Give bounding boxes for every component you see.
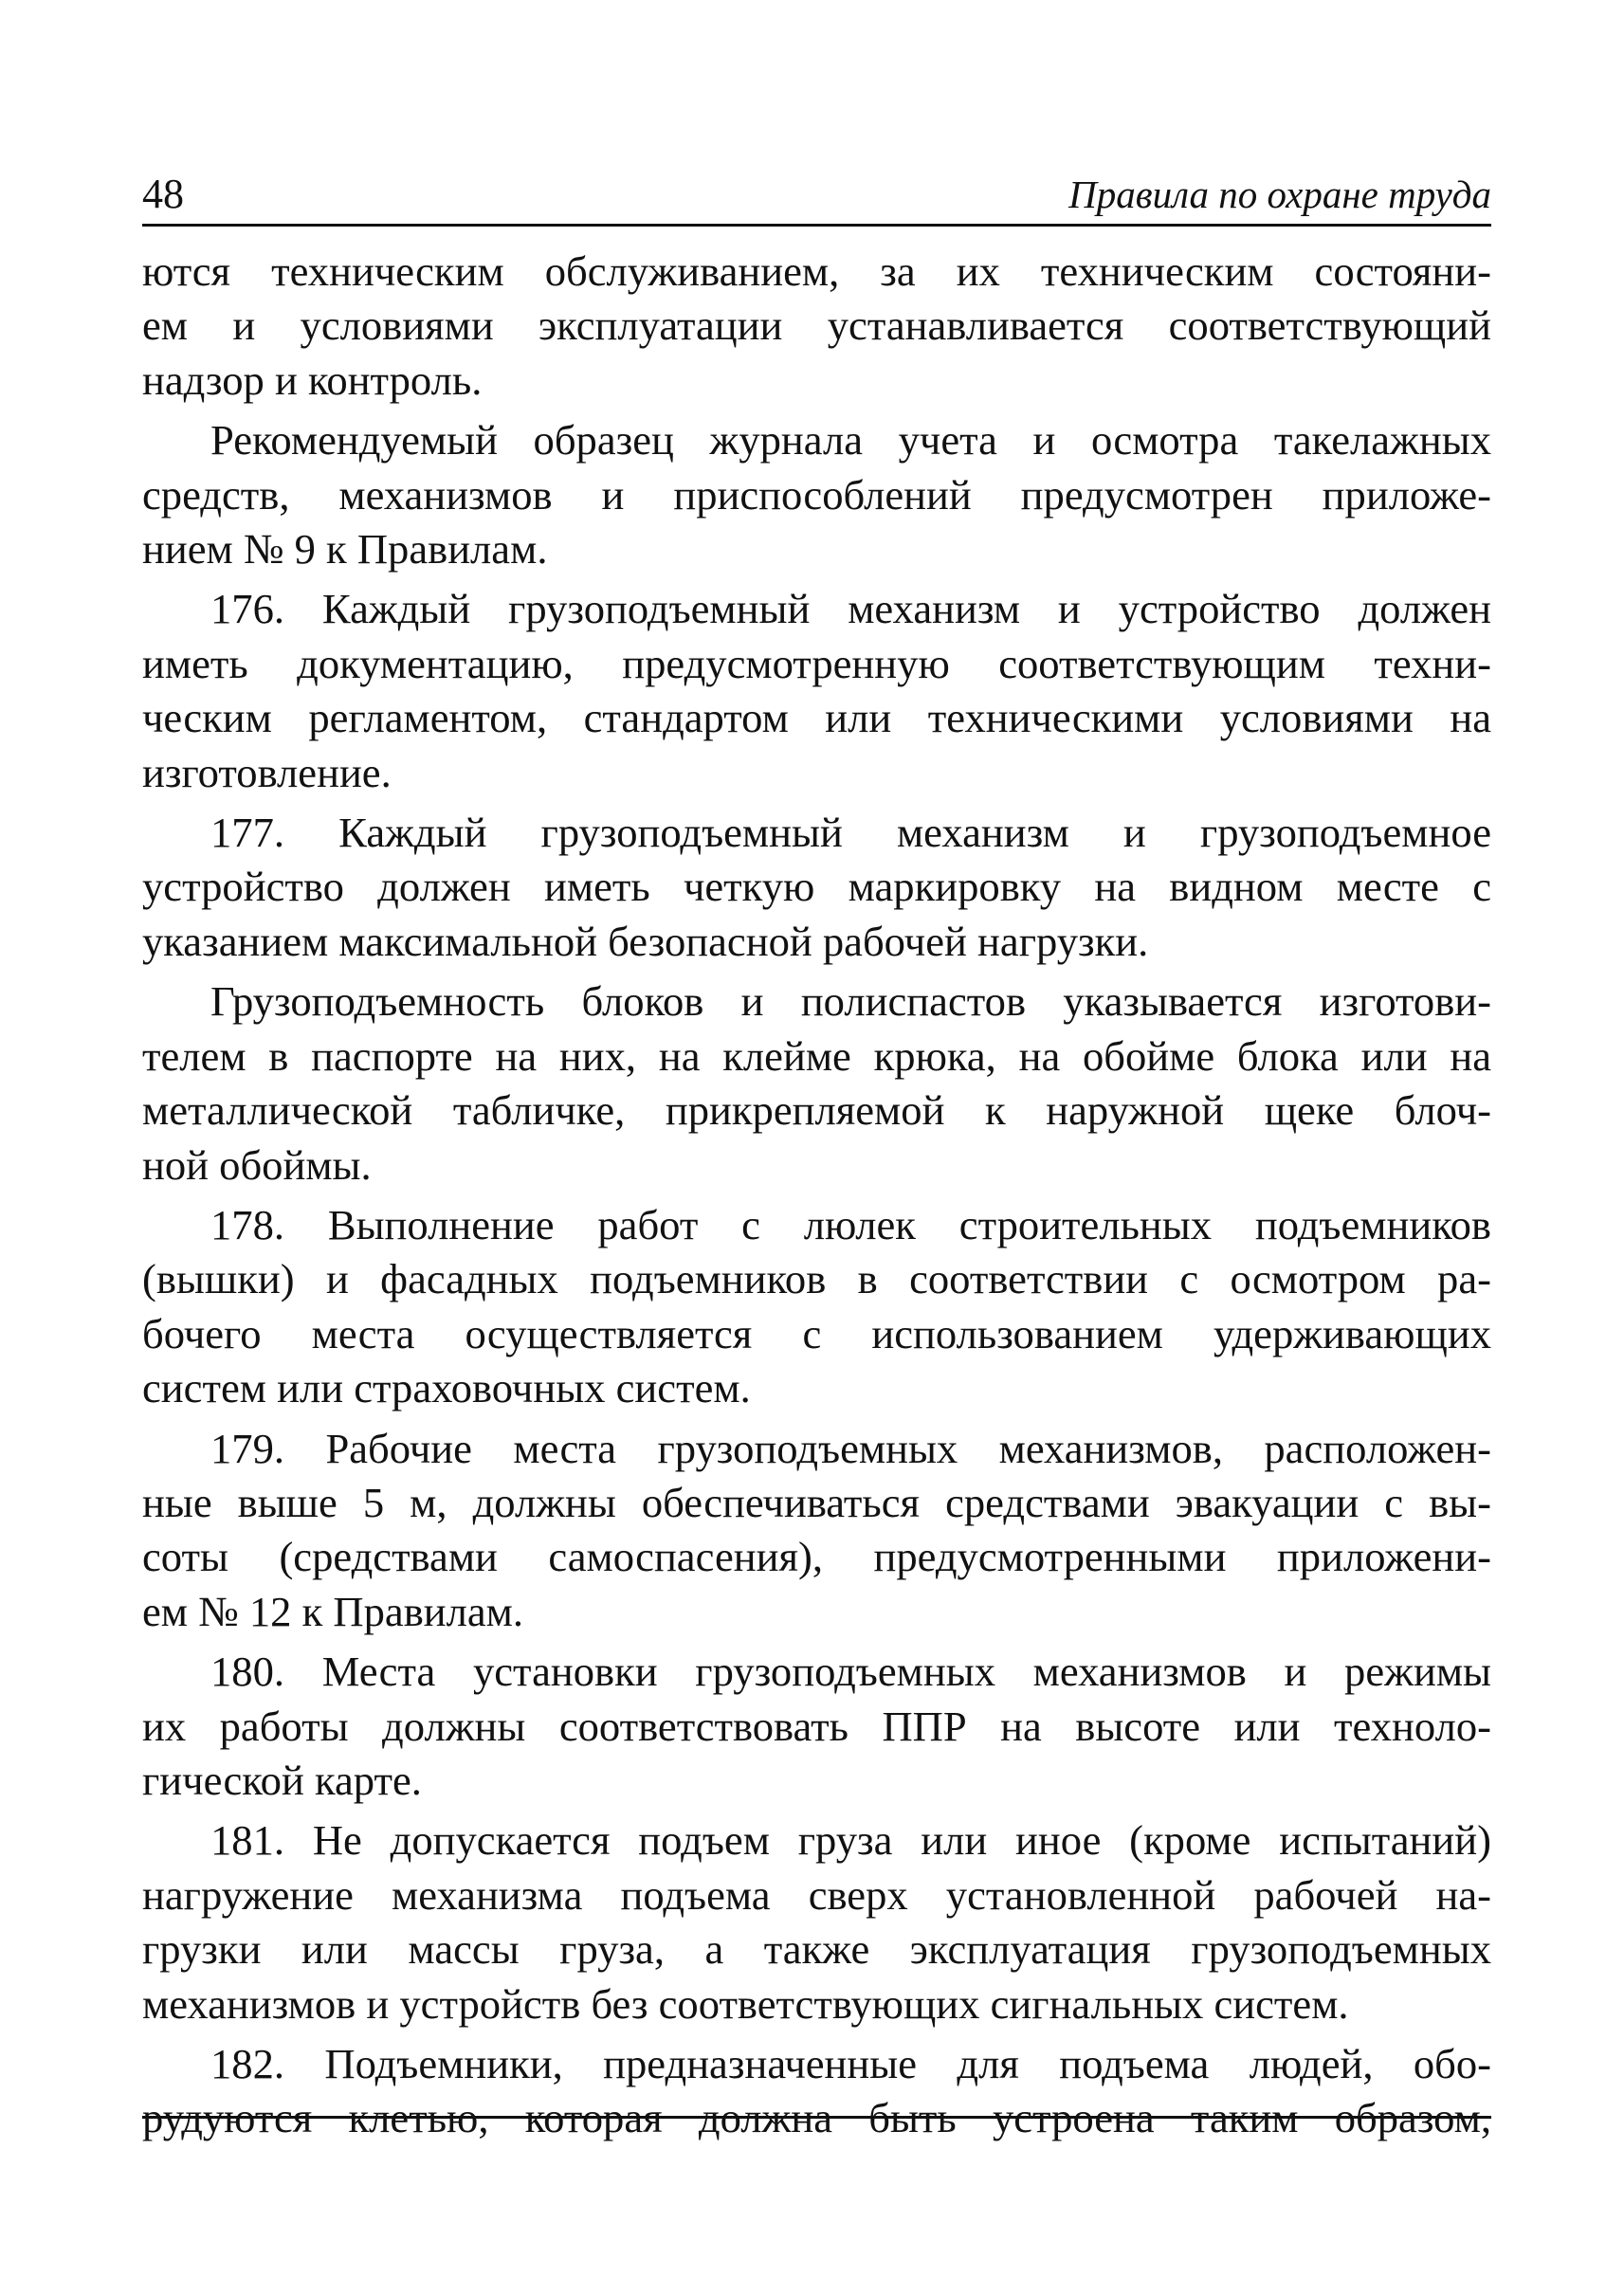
text-line: ем и условиями эксплуатации устанавливается соответствующий [142,301,1491,350]
paragraph [142,582,1491,800]
text-line: 177. Каждый грузоподъемный механизм и грузоподъемное [210,809,1491,857]
text-line: систем или страховочных систем. [142,1364,751,1412]
text-line: ные выше 5 м, должны обеспечиваться средствами эвакуации с вы- [142,1478,1491,1526]
text-line: иметь документацию, предусмотренную соответствующим техни- [142,639,1491,687]
text-line: механизмов и устройств без соответствующих сигнальных систем. [142,1979,1349,2028]
text-line: рудуются клетью, которая должна быть устроена таким образом, [142,2094,1491,2142]
text-line: грузки или массы груза, а также эксплуатация грузоподъемных [142,1925,1491,1974]
text-line: телем в паспорте на них, на клейме крюка, на обойме блока или на [142,1031,1491,1080]
text-line: 182. Подъемники, предназначенные для подъема людей, обо- [210,2040,1491,2087]
running-title: Правила по охране труда [1068,173,1491,216]
paragraph [142,806,1491,969]
text-line: ем № 12 к Правилам. [142,1587,524,1635]
text-line: устройство должен иметь четкую маркировку на видном месте с [142,863,1491,911]
page-number: 48 [142,171,184,217]
paragraph [142,1422,1491,1640]
paragraph [142,1645,1491,1808]
body-text [142,245,1491,2152]
paragraph [142,413,1491,576]
text-line: соты (средствами самоспасения), предусмотренными приложени- [142,1533,1491,1581]
text-line: 176. Каждый грузоподъемный механизм и устройство должен [210,585,1491,633]
text-line: надзор и контроль. [142,355,483,404]
paragraph [142,245,1491,408]
text-line: 178. Выполнение работ с люлек строительных подъемников [210,1200,1491,1248]
paragraph [142,974,1491,1193]
text-line: Рекомендуемый образец журнала учета и осмотра такелажных [210,416,1491,464]
text-line: гической карте. [142,1756,422,1804]
text-line: 179. Рабочие места грузоподъемных механизмов, расположен- [210,1424,1491,1472]
text-line: 181. Не допускается подъем груза или иное (кроме испытаний) [210,1816,1491,1865]
text-line: металлической табличке, прикрепляемой к наружной щеке блоч- [142,1086,1491,1135]
page-header [142,163,1491,227]
text-line: нагружение механизма подъема сверх установленной рабочей на- [142,1870,1491,1919]
text-line: их работы должны соответствовать ППР на высоте или техноло- [142,1702,1491,1750]
paragraph [142,2037,1491,2146]
text-line: изготовление. [142,748,392,796]
text-line: ной обоймы. [142,1140,372,1189]
paragraph [142,1198,1491,1416]
text-line: (вышки) и фасадных подъемников в соответствии с осмотром ра- [142,1255,1491,1303]
text-line: указанием максимальной безопасной рабочей нагрузки. [142,917,1149,965]
footer-rule [142,2116,1491,2119]
text-line: Грузоподъемность блоков и полиспастов указывается изготови- [210,977,1491,1026]
text-line: ются техническим обслуживанием, за их техническим состояни- [142,247,1491,295]
paragraph [142,1813,1491,2031]
text-line: 180. Места установки грузоподъемных механизмов и режимы [210,1648,1491,1696]
text-line: средств, механизмов и приспособлений предусмотрен приложе- [142,470,1491,519]
text-line: бочего места осуществляется с использованием удерживающих [142,1309,1491,1357]
text-line: ческим регламентом, стандартом или техническими условиями на [142,694,1491,742]
text-line: нием № 9 к Правилам. [142,525,548,574]
